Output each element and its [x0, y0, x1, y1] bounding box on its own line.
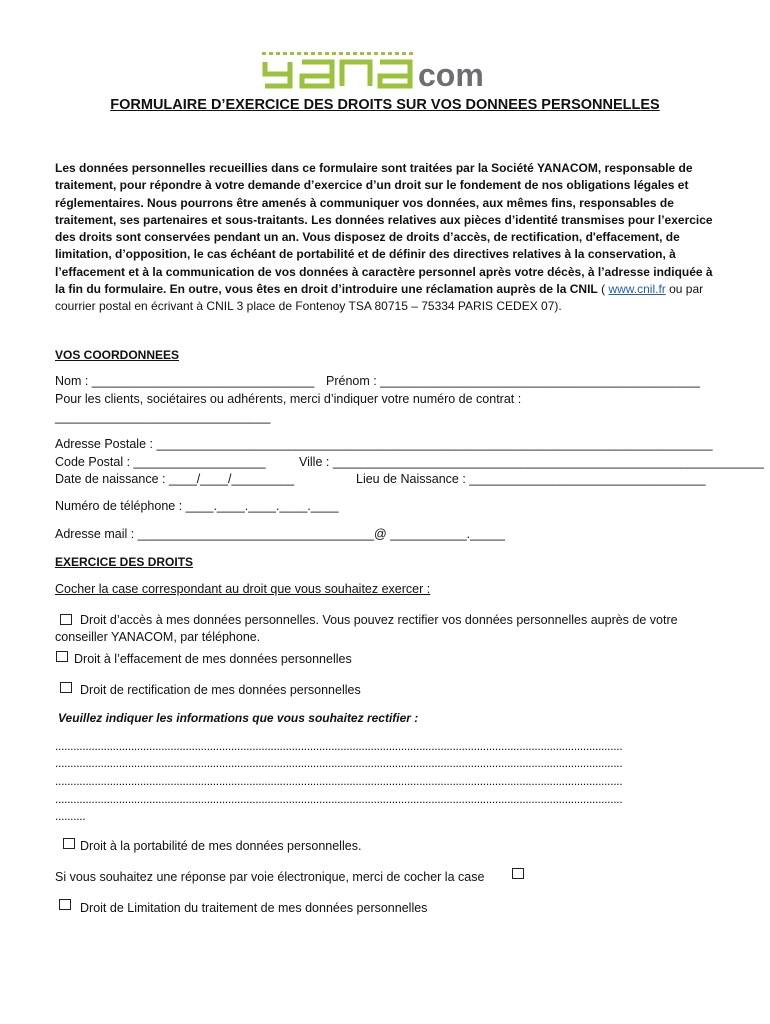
rectif-line-2[interactable]: ........................................................................................................................................................................................... [55, 756, 623, 770]
section-droits: EXERCICE DES DROITS [55, 555, 194, 569]
adresse-field[interactable]: Adresse Postale : ________________________________________________________________________________ [55, 437, 713, 451]
rectif-line-3[interactable]: ........................................................................................................................................................................................... [55, 774, 623, 788]
rectif-line-5[interactable]: .......... [55, 809, 86, 823]
nom-field[interactable]: Nom : ________________________________ [55, 374, 315, 388]
portabilite-checkbox[interactable] [63, 838, 75, 849]
electronique-checkbox[interactable] [512, 868, 524, 879]
page-title: FORMULAIRE D’EXERCICE DES DROITS SUR VOS DONNEES PERSONNELLES [110, 97, 660, 113]
lieu-naissance-field[interactable]: Lieu de Naissance : __________________________________ [356, 472, 706, 486]
ville-field[interactable]: Ville : ______________________________________________________________ [299, 455, 764, 469]
cnil-link[interactable]: www.cnil.fr [608, 282, 666, 297]
acces-label-line1: Droit d’accès à mes données personnelles. Vous pouvez rectifier vos données personnelles auprès de votre [80, 613, 678, 627]
contract-field[interactable]: _______________________________ [55, 410, 271, 424]
rectification-checkbox[interactable] [60, 682, 72, 693]
acces-checkbox[interactable] [60, 614, 72, 625]
rectif-prompt: Veuillez indiquer les informations que vous souhaitez rectifier : [58, 711, 419, 725]
intro-paragraph: Les données personnelles recueillies dans ce formulaire sont traitées par la Société YANACOM, responsable de traitement, pour répondre à votre demande d’exercice d’un droit sur le fondement de nos obligations légales et réglementaires. Nous pourrons être amenés à communiquer vos données, aux mêmes fins, responsables de traitement, ses partenaires et sous-traitants. Les données relatives aux pièces d’identité transmises pour l’exercice des droits sont conservées pendant un an. Vous disposez de droits d’accès, de rectification, d'effacement, de limitation, d’opposition, le cas échéant de portabilité et de définir des directives relatives à la conservation, à l’effacement et à la communication de vos données à caractère personnel après votre décès, à l’adresse indiquée à la fin du formulaire. En outre, vous êtes en droit d’introduire une réclamation auprès de la CNIL ( www.cnil.fr ou par courrier postal en écrivant à CNIL 3 place de Fontenoy TSA 80715 – 75334 PARIS CEDEX 07). [55, 161, 713, 314]
rectif-line-1[interactable]: ........................................................................................................................................................................................... [55, 739, 623, 753]
rectif-line-4[interactable]: ........................................................................................................................................................................................... [55, 792, 623, 806]
logo-suffix: com [418, 57, 484, 92]
acces-label-line2: conseiller YANACOM, par téléphone. [55, 630, 261, 644]
prenom-field[interactable]: Prénom : ______________________________________________ [326, 374, 700, 388]
yanacom-logo [262, 52, 512, 92]
effacement-label: Droit à l’effacement de mes données personnelles [74, 652, 352, 666]
rectification-label: Droit de rectification de mes données personnelles [80, 683, 361, 697]
limitation-checkbox[interactable] [59, 899, 71, 910]
electronique-label: Si vous souhaitez une réponse par voie électronique, merci de cocher la case [55, 870, 485, 884]
contract-label: Pour les clients, sociétaires ou adhérents, merci d’indiquer votre numéro de contrat : [55, 392, 522, 406]
email-field[interactable]: Adresse mail : __________________________________@ ___________._____ [55, 527, 505, 541]
date-naissance-field[interactable]: Date de naissance : ____/____/_________ [55, 472, 295, 486]
section-coordonnees: VOS COORDONNEES [55, 348, 180, 362]
effacement-checkbox[interactable] [56, 651, 68, 662]
limitation-label: Droit de Limitation du traitement de mes données personnelles [80, 901, 428, 915]
portabilite-label: Droit à la portabilité de mes données personnelles. [80, 839, 362, 853]
code-postal-field[interactable]: Code Postal : ___________________ [55, 455, 266, 469]
telephone-field[interactable]: Numéro de téléphone : ____.____.____.____.____ [55, 499, 339, 513]
instruction-text: Cocher la case correspondant au droit que vous souhaitez exercer : [55, 582, 431, 596]
